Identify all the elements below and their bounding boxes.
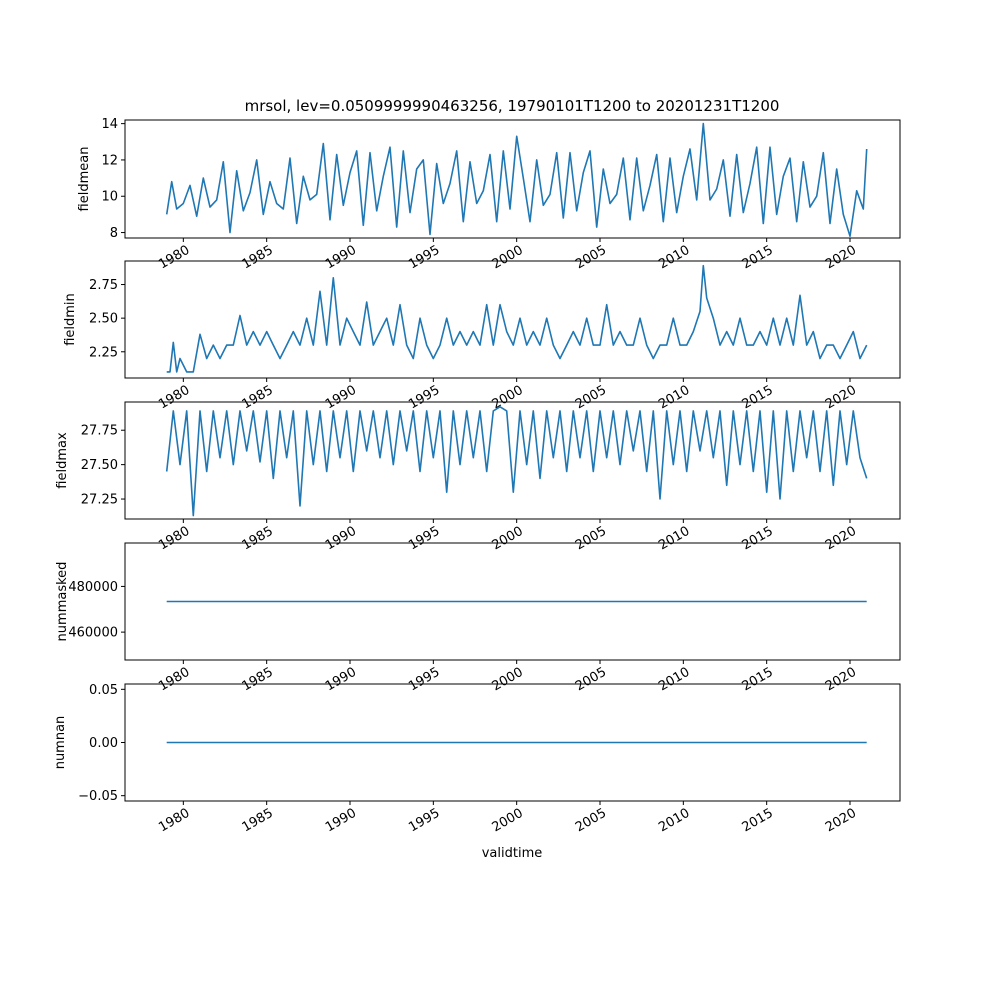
x-tick-label: 1980 xyxy=(156,523,193,554)
subplot-nummasked xyxy=(55,543,900,694)
x-tick-label: 1980 xyxy=(156,382,193,413)
series-line-fieldmean xyxy=(167,124,867,237)
y-axis-label: fieldmean xyxy=(77,146,92,212)
x-tick-label: 2005 xyxy=(572,242,610,273)
x-tick-label: 1980 xyxy=(156,805,193,836)
x-tick-label: 1990 xyxy=(322,523,360,554)
x-tick-label: 2020 xyxy=(822,664,860,695)
y-axis-label: fieldmax xyxy=(55,432,70,489)
subplot-numnan xyxy=(53,683,900,835)
x-tick-label: 2005 xyxy=(572,664,610,695)
series-line-fieldmax xyxy=(167,407,867,516)
x-tick-label: 2000 xyxy=(489,242,526,273)
y-tick-label: 0.00 xyxy=(89,736,118,751)
x-tick-label: 2015 xyxy=(739,664,776,695)
y-tick-label: 12 xyxy=(101,153,118,169)
y-tick-label: 2.25 xyxy=(89,345,118,361)
x-tick-label: 1980 xyxy=(156,664,193,695)
y-tick-label: 27.50 xyxy=(80,458,118,474)
y-tick-label: 460000 xyxy=(68,625,118,641)
series-line-fieldmin xyxy=(167,266,867,372)
x-tick-label: 1980 xyxy=(156,242,193,273)
x-tick-label: 2000 xyxy=(489,664,526,695)
x-tick-label: 2010 xyxy=(656,664,693,695)
y-tick-label: −0.05 xyxy=(78,789,118,805)
x-tick-label: 2010 xyxy=(656,805,693,836)
y-axis-label: nummasked xyxy=(55,561,70,642)
subplot-fieldmin xyxy=(63,261,900,412)
x-tick-label: 2005 xyxy=(572,523,610,554)
x-tick-label: 1985 xyxy=(239,523,276,554)
y-axis-label: fieldmin xyxy=(63,293,78,346)
y-tick-label: 2.50 xyxy=(89,311,118,327)
x-tick-label: 2010 xyxy=(656,382,693,413)
x-tick-label: 1995 xyxy=(406,664,443,695)
x-tick-label: 2015 xyxy=(739,242,776,273)
x-tick-label: 1985 xyxy=(239,242,276,273)
x-tick-label: 2020 xyxy=(822,382,860,413)
y-tick-label: 0.05 xyxy=(89,682,118,698)
x-tick-label: 2000 xyxy=(489,523,526,554)
y-tick-label: 27.25 xyxy=(80,492,118,508)
x-tick-label: 2000 xyxy=(489,382,526,413)
y-tick-label: 2.75 xyxy=(89,278,118,294)
y-tick-label: 480000 xyxy=(68,579,118,595)
x-tick-label: 1990 xyxy=(322,664,360,695)
x-tick-label: 2015 xyxy=(739,805,776,836)
subplot-fieldmean xyxy=(77,117,900,272)
x-tick-label: 1995 xyxy=(406,523,443,554)
x-tick-label: 2015 xyxy=(739,382,776,413)
y-axis-label: numnan xyxy=(53,715,68,770)
x-tick-label: 2020 xyxy=(822,805,860,836)
y-tick-label: 27.75 xyxy=(80,423,118,439)
chart-title: mrsol, lev=0.0509999990463256, 19790101T1200 to 20201231T1200 xyxy=(244,97,780,115)
x-tick-label: 1990 xyxy=(322,805,360,836)
x-tick-label: 1995 xyxy=(406,805,443,836)
x-tick-label: 1985 xyxy=(239,805,276,836)
x-tick-label: 1985 xyxy=(239,664,276,695)
x-tick-label: 1990 xyxy=(322,242,360,273)
y-tick-label: 8 xyxy=(109,226,118,242)
x-tick-label: 1990 xyxy=(322,382,360,413)
subplots xyxy=(53,117,900,835)
x-tick-label: 2015 xyxy=(739,523,776,554)
y-tick-label: 10 xyxy=(101,189,118,205)
x-axis-label: validtime xyxy=(481,846,543,861)
x-tick-label: 1995 xyxy=(406,382,443,413)
x-tick-label: 2010 xyxy=(656,242,693,273)
x-tick-label: 2020 xyxy=(822,242,860,273)
x-tick-label: 2005 xyxy=(572,382,610,413)
x-tick-label: 2010 xyxy=(656,523,693,554)
y-tick-label: 14 xyxy=(101,117,118,133)
x-tick-label: 1985 xyxy=(239,382,276,413)
x-tick-label: 2005 xyxy=(572,805,610,836)
x-tick-label: 1995 xyxy=(406,242,443,273)
subplot-fieldmax xyxy=(55,402,900,553)
x-tick-label: 2020 xyxy=(822,523,860,554)
x-tick-label: 2000 xyxy=(489,805,526,836)
